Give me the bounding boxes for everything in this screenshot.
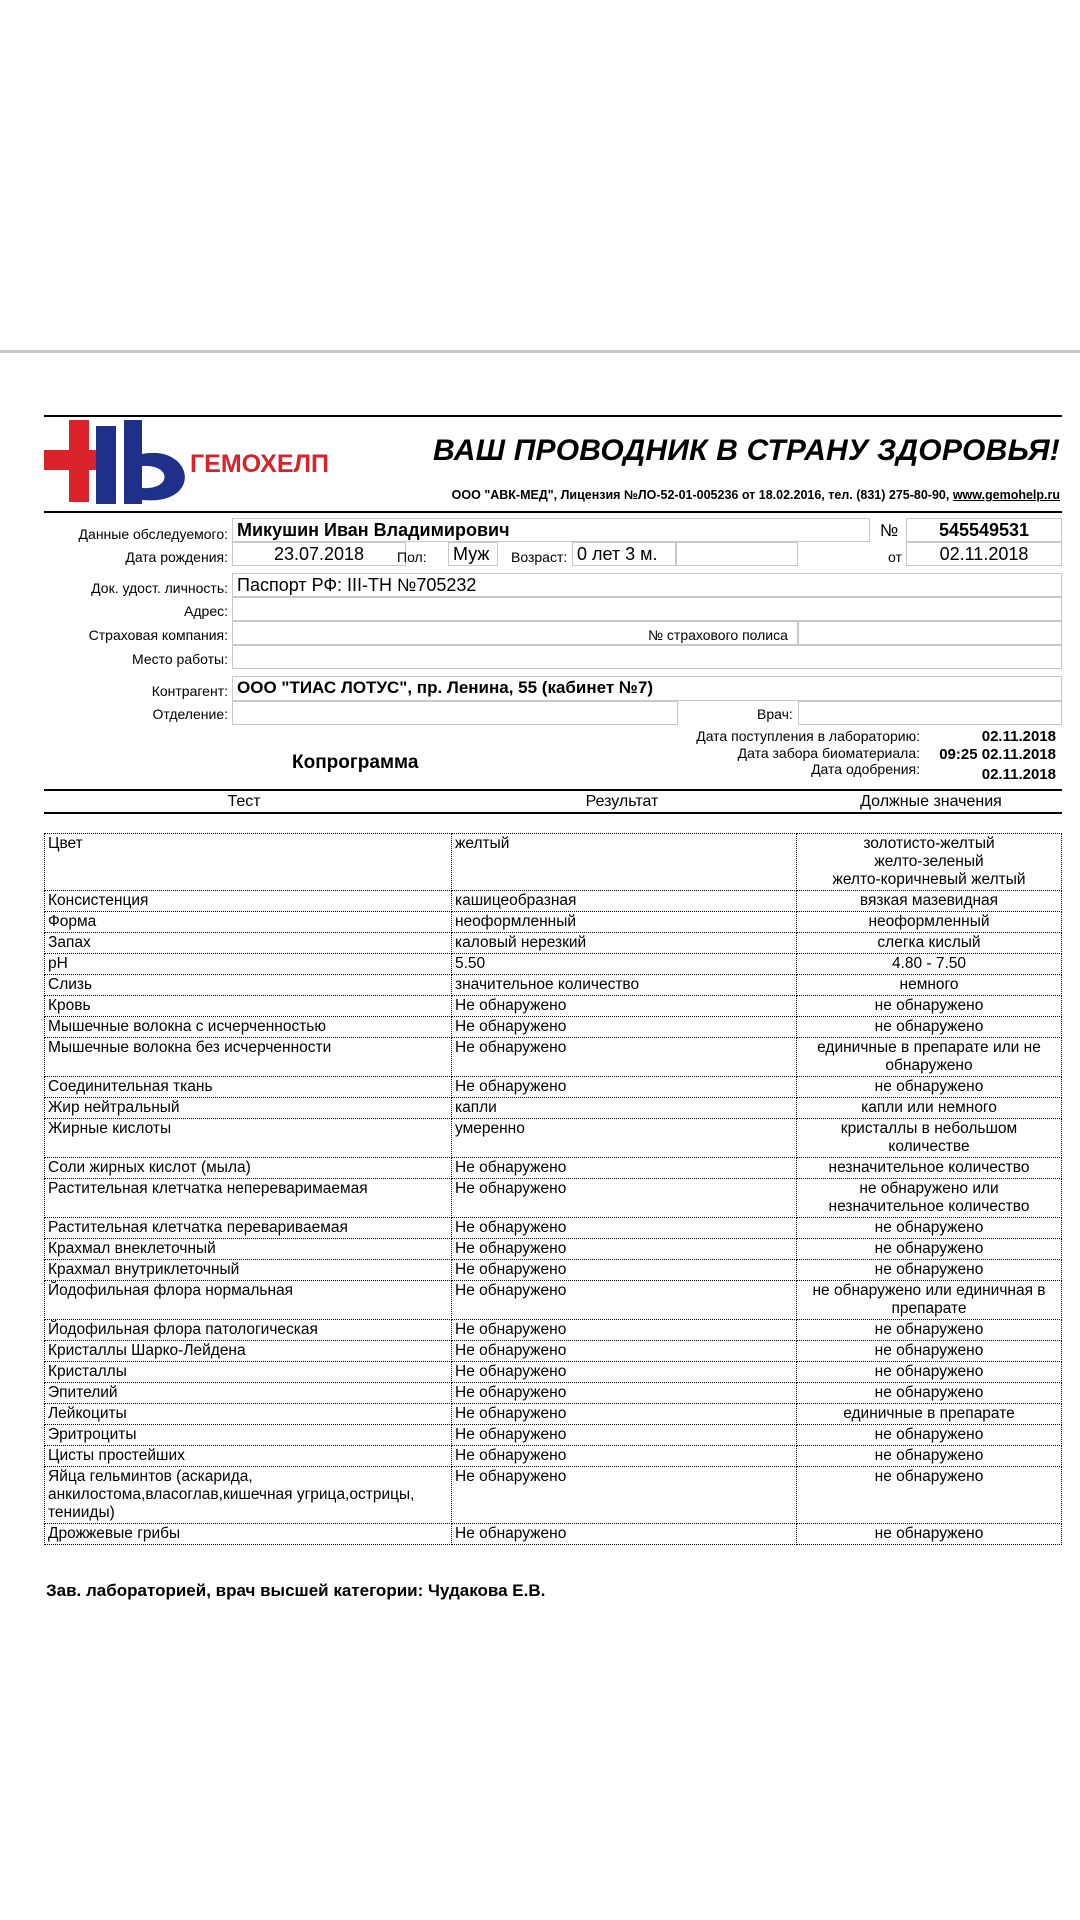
table-row (45, 912, 1062, 933)
result-cell: Не обнаружено (452, 1260, 797, 1281)
table-row (45, 1038, 1062, 1077)
result-cell: Не обнаружено (452, 1467, 797, 1524)
norm-cell: незначительное количество (797, 1158, 1062, 1179)
result-cell: Не обнаружено (452, 1077, 797, 1098)
result-cell: капли (452, 1098, 797, 1119)
norm-cell: не обнаружено (797, 1077, 1062, 1098)
result-cell: Не обнаружено (452, 1446, 797, 1467)
test-cell: Слизь (45, 975, 452, 996)
result-cell: значительное количество (452, 975, 797, 996)
result-cell: Не обнаружено (452, 1239, 797, 1260)
result-cell: Не обнаружено (452, 1320, 797, 1341)
table-row (45, 1239, 1062, 1260)
result-cell: Не обнаружено (452, 1158, 797, 1179)
test-cell: Лейкоциты (45, 1404, 452, 1425)
norm-cell: 4.80 - 7.50 (797, 954, 1062, 975)
test-cell: Жир нейтральный (45, 1098, 452, 1119)
table-row (45, 1467, 1062, 1524)
license-line (420, 488, 1060, 502)
norm-cell: не обнаружено (797, 1383, 1062, 1404)
table-row (45, 1425, 1062, 1446)
received-date-label: Дата поступления в лабораторию: (696, 728, 920, 744)
result-cell: каловый нерезкий (452, 933, 797, 954)
norm-cell: не обнаружено (797, 1239, 1062, 1260)
test-cell: Эритроциты (45, 1425, 452, 1446)
test-cell: Консистенция (45, 891, 452, 912)
test-cell: Мышечные волокна с исчерченностью (45, 1017, 452, 1038)
approved-date-value: 02.11.2018 (981, 766, 1056, 783)
slogan: ВАШ ПРОВОДНИК В СТРАНУ ЗДОРОВЬЯ! (433, 434, 1060, 467)
results-table (44, 833, 1062, 1545)
norm-cell: не обнаружено (797, 1425, 1062, 1446)
table-row (45, 1404, 1062, 1425)
norm-cell: не обнаружено (797, 1446, 1062, 1467)
norm-cell: золотисто-желтый желто-зеленый желто-коричневый желтый (797, 834, 1062, 891)
norm-cell: не обнаружено или незначительное количество (797, 1179, 1062, 1218)
norm-cell: не обнаружено (797, 996, 1062, 1017)
result-cell: Не обнаружено (452, 996, 797, 1017)
table-row (45, 1362, 1062, 1383)
norm-cell: не обнаружено (797, 1017, 1062, 1038)
age-field: 0 лет 3 м. (572, 542, 676, 566)
header-bottom-rule (44, 511, 1062, 513)
test-cell: Цвет (45, 834, 452, 891)
policy-field (798, 621, 1062, 645)
license-text: ООО "АВК-МЕД", Лицензия №ЛО-52-01-005236 от 18.02.2016, тел. (831) 275-80-90, (451, 488, 950, 502)
norm-cell: не обнаружено (797, 1362, 1062, 1383)
result-cell: Не обнаружено (452, 1017, 797, 1038)
result-cell: Не обнаружено (452, 1383, 797, 1404)
gemohelp-logo (44, 420, 354, 506)
lab-head-signature-line: Зав. лабораторией, врач высшей категории: Чудакова Е.В. (46, 1581, 546, 1600)
number-label: № (880, 521, 899, 540)
test-cell: Кристаллы (45, 1362, 452, 1383)
report-title: Копрограмма (292, 752, 419, 773)
result-cell: Не обнаружено (452, 1404, 797, 1425)
table-row (45, 1077, 1062, 1098)
age-label: Возраст: (511, 549, 568, 565)
column-header-norm: Должные значения (860, 793, 1002, 810)
norm-cell: вязкая мазевидная (797, 891, 1062, 912)
table-row (45, 1260, 1062, 1281)
table-row (45, 1017, 1062, 1038)
table-row (45, 933, 1062, 954)
table-row (45, 1320, 1062, 1341)
test-cell: Кровь (45, 996, 452, 1017)
table-row (45, 1098, 1062, 1119)
norm-cell: не обнаружено (797, 1467, 1062, 1524)
approved-date-label: Дата одобрения: (811, 761, 920, 777)
norm-cell: не обнаружено (797, 1260, 1062, 1281)
test-cell: Соединительная ткань (45, 1077, 452, 1098)
result-cell: Не обнаружено (452, 1218, 797, 1239)
test-cell: Крахмал внутриклеточный (45, 1260, 452, 1281)
result-cell: 5.50 (452, 954, 797, 975)
table-row (45, 891, 1062, 912)
department-label: Отделение: (152, 706, 228, 722)
test-cell: Жирные кислоты (45, 1119, 452, 1158)
table-row (45, 1179, 1062, 1218)
table-row (45, 834, 1062, 891)
test-cell: Растительная клетчатка перевариваемая (45, 1218, 452, 1239)
sex-field: Муж (448, 542, 498, 566)
result-cell: Не обнаружено (452, 1425, 797, 1446)
norm-cell: кристаллы в небольшом количестве (797, 1119, 1062, 1158)
website-link[interactable]: www.gemohelp.ru (952, 488, 1060, 502)
from-date-label: от (888, 549, 902, 565)
subject-label: Данные обследуемого: (78, 526, 228, 542)
table-row (45, 996, 1062, 1017)
norm-cell: слегка кислый (797, 933, 1062, 954)
result-cell: Не обнаружено (452, 1524, 797, 1545)
collected-date-label: Дата забора биоматериала: (737, 745, 920, 761)
table-row (45, 1524, 1062, 1545)
address-label: Адрес: (184, 603, 228, 619)
contractor-label: Контрагент: (151, 683, 228, 699)
empty-field (676, 542, 798, 566)
test-cell: Запах (45, 933, 452, 954)
policy-label: № страхового полиса (648, 627, 788, 643)
page-separator (0, 350, 1080, 353)
from-date-field: 02.11.2018 (906, 542, 1062, 566)
address-field (232, 597, 1062, 621)
sex-label: Пол: (397, 549, 427, 565)
doctor-field (798, 701, 1062, 725)
norm-cell: не обнаружено (797, 1341, 1062, 1362)
table-row (45, 1383, 1062, 1404)
work-label: Место работы: (132, 651, 228, 667)
norm-cell: не обнаружено (797, 1218, 1062, 1239)
column-header-result: Результат (585, 793, 659, 810)
table-row (45, 1158, 1062, 1179)
result-cell: умеренно (452, 1119, 797, 1158)
table-row (45, 1341, 1062, 1362)
norm-cell: не обнаружено (797, 1320, 1062, 1341)
birth-date-field: 23.07.2018 (232, 542, 406, 566)
test-cell: Цисты простейших (45, 1446, 452, 1467)
column-header-test: Тест (227, 793, 261, 810)
test-cell: pH (45, 954, 452, 975)
test-cell: Соли жирных кислот (мыла) (45, 1158, 452, 1179)
result-cell: неоформленный (452, 912, 797, 933)
test-cell: Яйца гельминтов (аскарида, анкилостома,власоглав,кишечная угрица,острицы, тенииды) (45, 1467, 452, 1524)
result-cell: Не обнаружено (452, 1281, 797, 1320)
table-row (45, 1446, 1062, 1467)
norm-cell: капли или немного (797, 1098, 1062, 1119)
doctor-label: Врач: (757, 706, 793, 722)
norm-cell: немного (797, 975, 1062, 996)
result-cell: желтый (452, 834, 797, 891)
norm-cell: неоформленный (797, 912, 1062, 933)
collected-date-value: 09:25 02.11.2018 (939, 746, 1056, 763)
contractor-field: ООО "ТИАС ЛОТУС", пр. Ленина, 55 (кабинет №7) (232, 676, 1062, 701)
id-document-label: Док. удост. личность: (91, 580, 228, 596)
test-cell: Форма (45, 912, 452, 933)
result-cell: Не обнаружено (452, 1038, 797, 1077)
insurance-label: Страховая компания: (88, 627, 228, 643)
table-row (45, 1119, 1062, 1158)
norm-cell: единичные в препарате или не обнаружено (797, 1038, 1062, 1077)
result-cell: Не обнаружено (452, 1362, 797, 1383)
norm-cell: единичные в препарате (797, 1404, 1062, 1425)
norm-cell: не обнаружено или единичная в препарате (797, 1281, 1062, 1320)
work-field (232, 645, 1062, 669)
patient-name-field: Микушин Иван Владимирович (232, 518, 870, 542)
table-row (45, 1281, 1062, 1320)
department-field (232, 701, 678, 725)
result-cell: Не обнаружено (452, 1179, 797, 1218)
norm-cell: не обнаружено (797, 1524, 1062, 1545)
table-header-top-rule (44, 789, 1062, 791)
order-number-field: 545549531 (906, 518, 1062, 542)
table-row (45, 954, 1062, 975)
header-top-rule (44, 415, 1062, 417)
test-cell: Крахмал внеклеточный (45, 1239, 452, 1260)
test-cell: Растительная клетчатка непереваримаемая (45, 1179, 452, 1218)
test-cell: Эпителий (45, 1383, 452, 1404)
logo-wordmark: ГЕМОХЕЛП (190, 450, 330, 478)
result-cell: кашицеобразная (452, 891, 797, 912)
test-cell: Йодофильная флора патологическая (45, 1320, 452, 1341)
test-cell: Кристаллы Шарко-Лейдена (45, 1341, 452, 1362)
received-date-value: 02.11.2018 (981, 728, 1056, 745)
table-row (45, 1218, 1062, 1239)
id-document-field: Паспорт РФ: III-ТН №705232 (232, 573, 1062, 597)
birth-date-label: Дата рождения: (125, 549, 228, 565)
test-cell: Дрожжевые грибы (45, 1524, 452, 1545)
table-row (45, 975, 1062, 996)
test-cell: Йодофильная флора нормальная (45, 1281, 452, 1320)
test-cell: Мышечные волокна без исчерченности (45, 1038, 452, 1077)
result-cell: Не обнаружено (452, 1341, 797, 1362)
table-header-bottom-rule (44, 812, 1062, 814)
